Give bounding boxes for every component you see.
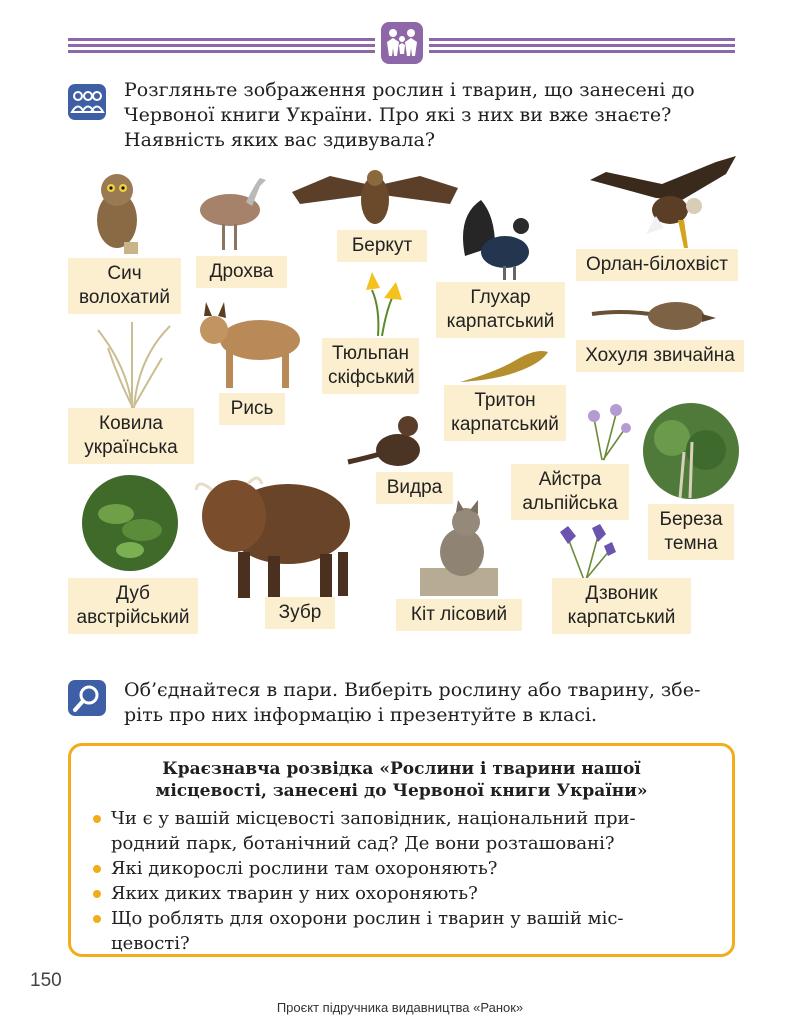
species-label	[219, 393, 285, 425]
label-line: Зубр	[278, 602, 322, 623]
label-line: темна	[664, 533, 718, 554]
label-line: Беркут	[351, 235, 413, 256]
title-line: Краєзнавча розвідка «Рослини і тварини нашої	[162, 759, 641, 779]
lynx-picture	[190, 300, 310, 392]
header-rule-right	[429, 38, 735, 41]
label-line: Береза	[659, 509, 723, 530]
label-line: Тюльпан	[332, 343, 409, 364]
label-line: Айстра	[538, 469, 602, 490]
title-line: місцевості, занесені до Червоної книги України»	[155, 781, 648, 801]
label-line: Кіт лісовий	[410, 604, 508, 625]
species-label	[576, 340, 744, 372]
question-line: родний парк, ботанічний сад? Де вони розташовані?	[111, 833, 615, 854]
task1-line: Червоної книги України. Про які з них ви вже знаєте?	[124, 104, 672, 126]
group-people-icon	[68, 84, 106, 120]
species-label	[196, 256, 287, 288]
task1-text	[124, 78, 736, 153]
task2-text	[124, 678, 736, 728]
species-label	[322, 338, 419, 394]
species-label	[337, 230, 427, 262]
task2-line: Об’єднайтеся в пари. Виберіть рослину або тварину, збе-	[124, 679, 701, 701]
label-line: Дрохва	[209, 261, 274, 282]
label-line: карпатський	[451, 414, 559, 435]
species-label	[376, 472, 453, 504]
feather-grass-picture	[88, 318, 178, 410]
little-owl-picture	[84, 168, 150, 256]
species-label	[396, 599, 522, 631]
header-rule-right-2	[429, 44, 735, 47]
label-line: карпатський	[567, 607, 676, 628]
label-line: карпатський	[446, 311, 555, 332]
bullet-dot-icon	[93, 890, 101, 898]
species-label	[552, 578, 691, 634]
label-line: Ковила	[99, 413, 163, 434]
wild-cat-picture	[420, 500, 498, 596]
golden-eagle-picture	[290, 164, 460, 230]
species-label	[444, 385, 566, 441]
label-line: Сич	[107, 263, 142, 284]
alpine-aster-picture	[572, 396, 638, 462]
research-box	[68, 743, 735, 957]
label-line: Глухар	[470, 287, 531, 308]
magnifier-icon	[68, 680, 106, 716]
species-label	[68, 578, 198, 634]
species-label	[68, 408, 194, 464]
family-icon	[381, 22, 423, 64]
great-bustard-picture	[190, 172, 272, 254]
birch-tree-picture	[642, 402, 740, 500]
question-line: Яких диких тварин у них охороняють?	[111, 883, 478, 904]
label-line: Хохуля звичайна	[585, 345, 735, 366]
label-line: Орлан-білохвіст	[586, 254, 728, 275]
label-line: скіфський	[328, 367, 415, 388]
label-line: українська	[84, 437, 178, 458]
question-item	[91, 881, 714, 906]
label-line: Дзвоник	[585, 583, 658, 604]
page-number: 150	[30, 970, 62, 991]
bullet-dot-icon	[93, 865, 101, 873]
species-label	[648, 504, 734, 560]
header-rule-right-3	[429, 50, 735, 53]
species-label	[436, 282, 565, 338]
task1-line: Наявність яких вас здивувала?	[124, 129, 436, 151]
desman-picture	[590, 296, 720, 336]
species-label	[68, 258, 181, 314]
label-line: австрійський	[76, 607, 190, 628]
research-questions	[91, 806, 714, 956]
label-line: Дуб	[116, 583, 150, 604]
footer-text: Проєкт підручника видавництва «Ранок»	[276, 1000, 524, 1015]
species-label	[265, 597, 335, 629]
label-line: альпійська	[522, 493, 618, 514]
label-line: Тритон	[474, 390, 536, 411]
newt-picture	[456, 342, 552, 388]
header-rule-left	[68, 38, 375, 41]
bison-picture	[188, 464, 364, 600]
header-rule-left-2	[68, 44, 375, 47]
question-item	[91, 856, 714, 881]
research-box-title	[71, 758, 732, 802]
oak-leaves-picture	[80, 474, 180, 572]
task2-line: ріть про них інформацію і презентуйте в класі.	[124, 704, 598, 726]
label-line: Видра	[386, 477, 443, 498]
question-item	[91, 806, 714, 856]
yellow-tulip-picture	[358, 268, 406, 338]
white-tailed-eagle-picture	[586, 154, 738, 252]
species-label	[576, 249, 738, 281]
task1-line: Розгляньте зображення рослин і тварин, що занесені до	[124, 79, 695, 101]
label-line: Рись	[230, 398, 274, 419]
bullet-dot-icon	[93, 915, 101, 923]
question-line: Чи є у вашій місцевості заповідник, національний при-	[111, 808, 636, 829]
otter-picture	[346, 410, 426, 472]
bullet-dot-icon	[93, 815, 101, 823]
label-line: волохатий	[78, 287, 171, 308]
header-rule-left-3	[68, 50, 375, 53]
question-item	[91, 906, 714, 956]
question-line: Що роблять для охорони рослин і тварин у вашій міс-	[111, 908, 624, 929]
capercaillie-picture	[455, 196, 541, 282]
question-line: цевості?	[111, 933, 190, 954]
bellflower-picture	[554, 522, 620, 582]
species-label	[511, 464, 629, 520]
question-line: Які дикорослі рослини там охороняють?	[111, 858, 498, 879]
